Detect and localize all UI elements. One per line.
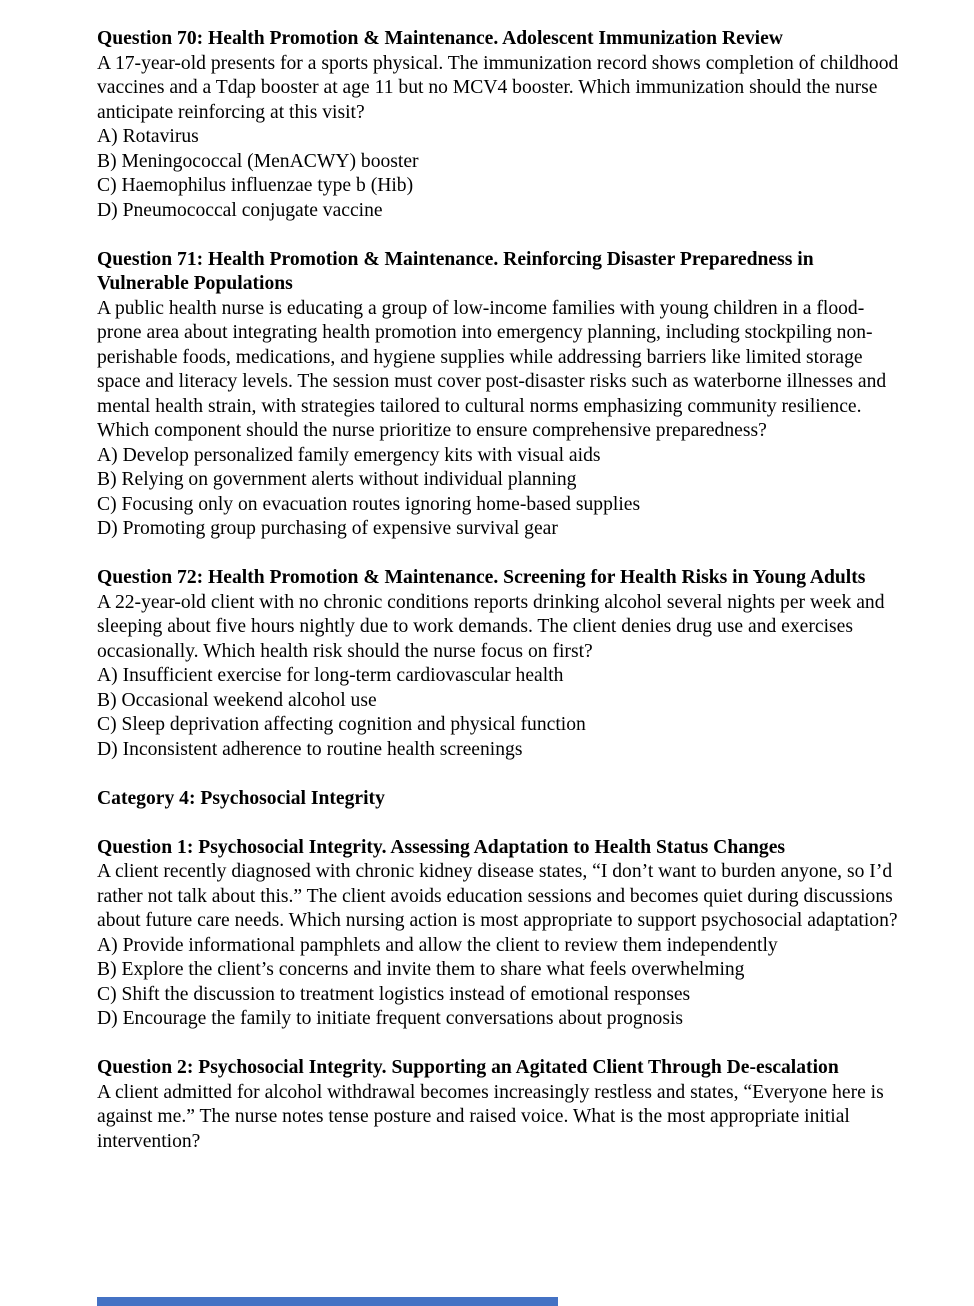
answer-option-c: C) Haemophilus influenzae type b (Hib) [97, 175, 414, 196]
question-stem: A 17-year-old presents for a sports physical. The immunization record shows completion of childhood vaccines and a Tdap booster at age 11 but no MCV4 booster. Which immunization should the nurse anticipate reinforcing at this visit? [97, 52, 899, 123]
question-block-1 [97, 836, 900, 1032]
question-block-72 [97, 566, 900, 762]
answer-option-a: A) Develop personalized family emergency kits with visual aids [97, 444, 601, 466]
category-heading: Category 4: Psychosocial Integrity [97, 787, 385, 809]
question-heading: Question 70: Health Promotion & Maintenance. Adolescent Immunization Review [97, 28, 783, 49]
answer-option-d: D) Pneumococcal conjugate vaccine [97, 199, 383, 221]
question-heading: Question 71: Health Promotion & Maintenance. Reinforcing Disaster Preparedness in Vulnerable Populations [97, 248, 814, 294]
answer-option-c: C) Shift the discussion to treatment logistics instead of emotional responses [97, 983, 691, 1005]
category-block [97, 787, 900, 812]
question-block-71 [97, 248, 900, 542]
question-block-70 [97, 27, 900, 223]
answer-option-b: B) Explore the client’s concerns and invite them to share what feels overwhelming [97, 959, 745, 980]
answer-option-d: D) Encourage the family to initiate frequent conversations about prognosis [97, 1008, 684, 1029]
answer-option-b: B) Relying on government alerts without individual planning [97, 469, 577, 490]
question-heading: Question 2: Psychosocial Integrity. Supporting an Agitated Client Through De-escalation [97, 1057, 839, 1078]
answer-option-b: B) Meningococcal (MenACWY) booster [97, 150, 419, 172]
answer-option-a: A) Insufficient exercise for long-term cardiovascular health [97, 665, 564, 686]
document-page [97, 27, 900, 1154]
question-heading: Question 1: Psychosocial Integrity. Assessing Adaptation to Health Status Changes [97, 836, 786, 858]
clipped-blue-bar [97, 1297, 558, 1306]
answer-option-a: A) Rotavirus [97, 126, 199, 147]
answer-option-c: C) Focusing only on evacuation routes ignoring home-based supplies [97, 493, 641, 515]
answer-option-b: B) Occasional weekend alcohol use [97, 689, 377, 711]
question-block-2 [97, 1056, 900, 1154]
question-stem: A client admitted for alcohol withdrawal becomes increasingly restless and states, “Everyone here is against me.” The nurse notes tense posture and raised voice. What is the most appropriate initial intervention? [97, 1081, 884, 1152]
answer-option-d: D) Promoting group purchasing of expensive survival gear [97, 518, 558, 539]
question-heading: Question 72: Health Promotion & Maintenance. Screening for Health Risks in Young Adults [97, 567, 866, 588]
question-stem: A public health nurse is educating a group of low-income families with young children in a flood-prone area about integrating health promotion into emergency planning, including stockpiling non-perishable foods, medications, and hygiene supplies while addressing barriers like limited storage space and literacy levels. The session must cover post-disaster risks such as waterborne illnesses and mental health strain, with strategies tailored to cultural norms emphasizing community resilience. Which component should the nurse prioritize to ensure comprehensive preparedness? [97, 297, 887, 441]
question-stem: A client recently diagnosed with chronic kidney disease states, “I don’t want to burden anyone, so I’d rather not talk about this.” The client avoids education sessions and becomes quiet during discussions about future care needs. Which nursing action is most appropriate to support psychosocial adaptation? [97, 861, 898, 931]
answer-option-a: A) Provide informational pamphlets and allow the client to review them independently [97, 934, 778, 956]
answer-option-c: C) Sleep deprivation affecting cognition and physical function [97, 714, 586, 735]
answer-option-d: D) Inconsistent adherence to routine health screenings [97, 738, 523, 760]
question-stem: A 22-year-old client with no chronic conditions reports drinking alcohol several nights per week and sleeping about five hours nightly due to work demands. The client denies drug use and exercises occasionally. Which health risk should the nurse focus on first? [97, 591, 885, 662]
